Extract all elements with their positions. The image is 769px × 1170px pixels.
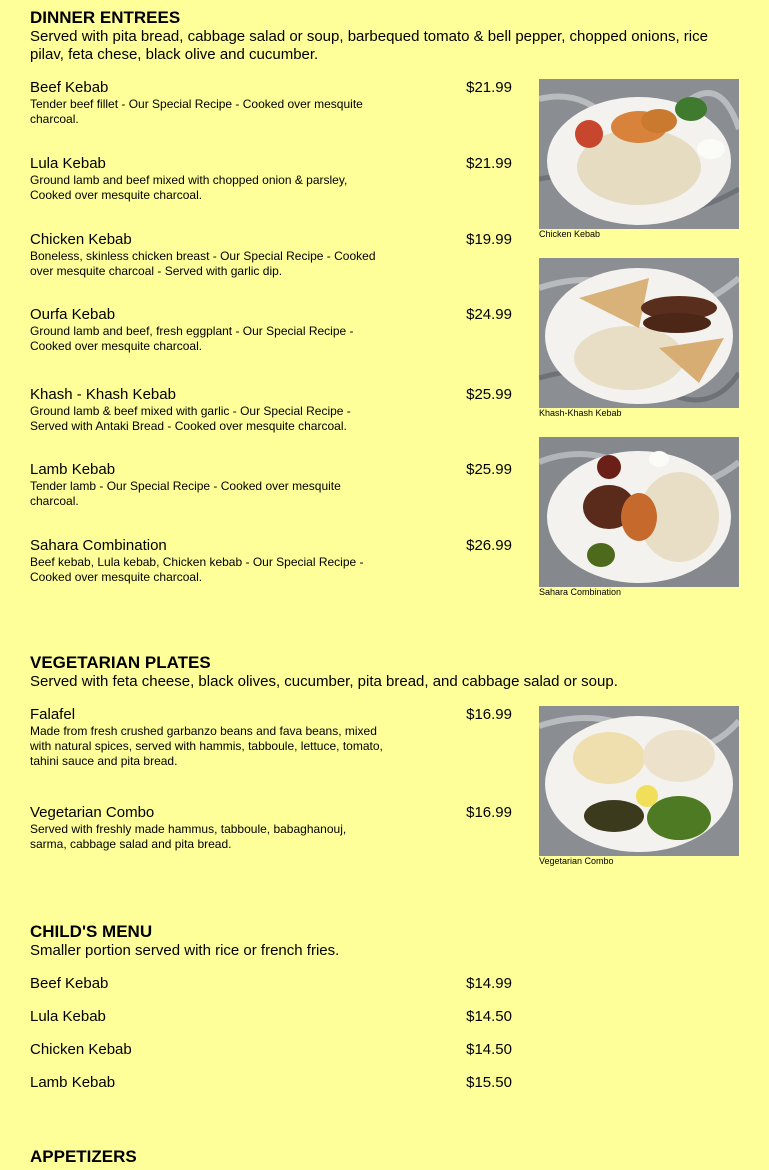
item-name: Beef Kebab [30, 975, 109, 992]
item-price: $21.99 [466, 79, 512, 96]
item-price: $14.50 [466, 1008, 512, 1025]
item-price: $25.99 [466, 386, 512, 403]
item-name: Falafel [30, 706, 76, 723]
menu-item-lula-kebab [30, 155, 512, 203]
item-description: Ground lamb and beef, fresh eggplant - Our Special Recipe - Cooked over mesquite charcoal. [30, 324, 354, 353]
menu-item-beef-kebab [30, 79, 512, 127]
item-description: Ground lamb & beef mixed with garlic - Our Special Recipe - Served with Antaki Bread - Cooked over mesquite charcoal. [30, 404, 351, 433]
dinner-entrees-heading: DINNER ENTREES [30, 8, 181, 27]
item-description: Beef kebab, Lula kebab, Chicken kebab - Our Special Recipe - Cooked over mesquite charcoal. [30, 555, 364, 584]
dinner-entrees-subtitle: Served with pita bread, cabbage salad or soup, barbequed tomato & bell pepper, chopped onions, rice pilav, feta chese, black olive and cucumber. [30, 28, 708, 63]
item-name: Lula Kebab [30, 1008, 106, 1025]
item-price: $14.99 [466, 975, 512, 992]
item-price: $16.99 [466, 804, 512, 821]
item-name: Lamb Kebab [30, 1074, 116, 1091]
item-price: $24.99 [466, 306, 512, 323]
child-item-lula-kebab [30, 1008, 512, 1026]
item-name: Chicken Kebab [30, 231, 132, 248]
sahara-combination-photo [539, 437, 739, 587]
menu-item-ourfa-kebab [30, 306, 512, 354]
item-description: Tender lamb - Our Special Recipe - Cooked over mesquite charcoal. [30, 479, 341, 508]
menu-item-lamb-kebab [30, 461, 512, 509]
item-price: $25.99 [466, 461, 512, 478]
vegetarian-combo-photo [539, 706, 739, 856]
item-price: $19.99 [466, 231, 512, 248]
khash-khash-kebab-photo [539, 258, 739, 408]
item-description: Served with freshly made hammus, tabboule, babaghanouj, sarma, cabbage salad and pita bread. [30, 822, 347, 851]
item-name: Vegetarian Combo [30, 804, 155, 821]
chicken-kebab-caption: Chicken Kebab [539, 229, 601, 239]
menu-item-chicken-kebab [30, 231, 512, 279]
child-item-chicken-kebab [30, 1041, 512, 1059]
item-description: Ground lamb and beef mixed with chopped onion & parsley, Cooked over mesquite charcoal. [30, 173, 348, 202]
item-description: Tender beef fillet - Our Special Recipe - Cooked over mesquite charcoal. [30, 97, 363, 126]
child-item-lamb-kebab [30, 1074, 512, 1092]
item-price: $21.99 [466, 155, 512, 172]
item-name: Lula Kebab [30, 155, 106, 172]
menu-item-vegetarian-combo [30, 804, 512, 852]
item-description: Made from fresh crushed garbanzo beans and fava beans, mixed with natural spices, served with hammis, tabboule, lettuce, tomato, tahini sauce and pita bread. [30, 724, 383, 768]
khash-khash-kebab-caption: Khash-Khash Kebab [539, 408, 622, 418]
item-price: $15.50 [466, 1074, 512, 1091]
vegetarian-plates-heading: VEGETARIAN PLATES [30, 653, 211, 672]
item-name: Khash - Khash Kebab [30, 386, 176, 403]
menu-item-sahara-combination [30, 537, 512, 585]
item-description: Boneless, skinless chicken breast - Our Special Recipe - Cooked over mesquite charcoal - Served with garlic dip. [30, 249, 376, 278]
item-name: Chicken Kebab [30, 1041, 132, 1058]
child-item-beef-kebab [30, 975, 512, 993]
sahara-combination-caption: Sahara Combination [539, 587, 622, 597]
item-name: Ourfa Kebab [30, 306, 116, 323]
item-name: Beef Kebab [30, 79, 109, 96]
menu-item-khash-khash-kebab [30, 386, 512, 434]
item-price: $16.99 [466, 706, 512, 723]
vegetarian-combo-caption: Vegetarian Combo [539, 856, 614, 866]
childs-menu-subtitle: Smaller portion served with rice or french fries. [30, 942, 340, 959]
item-name: Sahara Combination [30, 537, 167, 554]
item-price: $14.50 [466, 1041, 512, 1058]
childs-menu-heading: CHILD'S MENU [30, 922, 153, 941]
item-name: Lamb Kebab [30, 461, 116, 478]
menu-item-falafel [30, 706, 512, 769]
appetizers-heading: APPETIZERS [30, 1147, 137, 1166]
vegetarian-plates-subtitle: Served with feta cheese, black olives, cucumber, pita bread, and cabbage salad or soup. [30, 673, 618, 690]
item-price: $26.99 [466, 537, 512, 554]
chicken-kebab-photo [539, 79, 739, 229]
